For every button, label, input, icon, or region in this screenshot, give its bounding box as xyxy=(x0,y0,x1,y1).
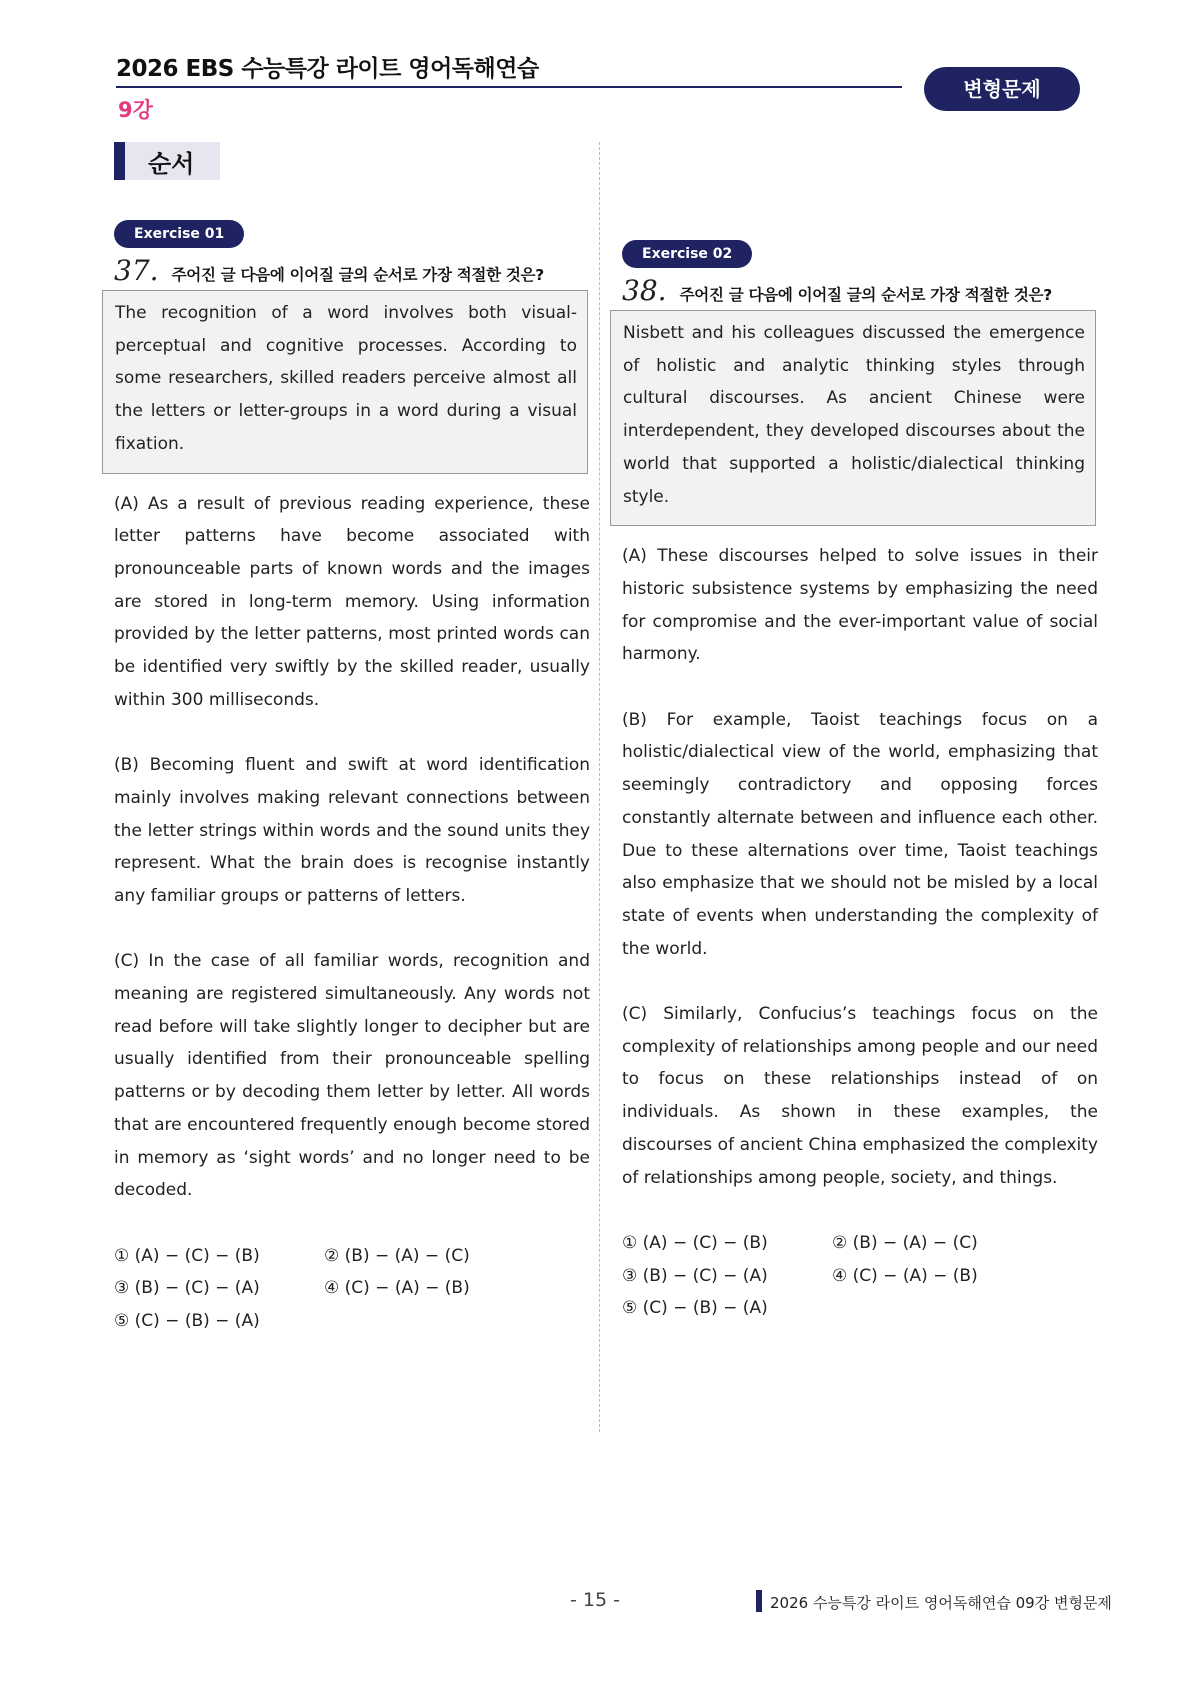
given-passage: Nisbett and his colleagues discussed the emergence of holistic and analytic thinking styles through cultural discourses. As ancient Chinese were interdependent, they developed discourses about the world that supported a holistic/dialectical thinking style. xyxy=(610,310,1096,526)
paragraph-b: (B) Becoming fluent and swift at word identification mainly involves making relevant connections between the letter strings within words and the sound units they represent. What the brain does is recognise instantly any familiar groups or patterns of letters. xyxy=(114,755,590,906)
question-number: 38. xyxy=(622,274,667,307)
choice-3[interactable]: ③ (B) − (C) − (A) xyxy=(622,1265,768,1286)
paragraph-c: (C) Similarly, Confucius’s teachings focus on the complexity of relationships among people and our need to focus on these relationships instead of on individuals. As shown in these examples, the discourses of ancient China emphasized the complexity of relationships among people, society, and things. xyxy=(622,1004,1098,1188)
document-title: 2026 EBS 수능특강 라이트 영어독해연습 xyxy=(116,56,539,82)
exercise-badge: Exercise 01 xyxy=(114,220,244,248)
answer-choices xyxy=(622,1227,1098,1325)
choice-2[interactable]: ② (B) − (A) − (C) xyxy=(324,1245,470,1266)
lesson-label: 9강 xyxy=(118,98,153,122)
given-passage: The recognition of a word involves both visual-perceptual and cognitive processes. According to some researchers, skilled readers perceive almost all the letters or letter-groups in a word during a visual fixation. xyxy=(102,290,588,474)
header-rule xyxy=(116,86,902,88)
choice-2[interactable]: ② (B) − (A) − (C) xyxy=(832,1232,978,1253)
column-divider xyxy=(599,142,600,1432)
exercise-02 xyxy=(622,240,1098,1325)
choice-5[interactable]: ⑤ (C) − (B) − (A) xyxy=(622,1298,768,1319)
question-number: 37. xyxy=(114,254,159,287)
paragraph-b: (B) For example, Taoist teachings focus on a holistic/dialectical view of the world, emphasizing that seemingly contradictory and opposing forces constantly alternate between and influence each other. Due to these alternations over time, Taoist teachings also emphasize that we should not be misled by a local state of events when understanding the complexity of the world. xyxy=(622,709,1098,959)
question-prompt: 주어진 글 다음에 이어질 글의 순서로 가장 적절한 것은? xyxy=(679,286,1052,304)
section-title: 순서 xyxy=(148,150,195,178)
section-heading xyxy=(114,142,220,180)
choice-3[interactable]: ③ (B) − (C) − (A) xyxy=(114,1278,260,1299)
choice-1[interactable]: ① (A) − (C) − (B) xyxy=(622,1232,768,1253)
question-line xyxy=(622,274,1098,310)
type-badge: 변형문제 xyxy=(924,67,1080,111)
question-prompt: 주어진 글 다음에 이어질 글의 순서로 가장 적절한 것은? xyxy=(171,266,544,284)
exercise-badge: Exercise 02 xyxy=(622,240,752,268)
footer-label: 2026 수능특강 라이트 영어독해연습 09강 변형문제 xyxy=(770,1594,1112,1612)
page-number: - 15 - xyxy=(570,1589,620,1611)
answer-choices xyxy=(114,1240,590,1338)
footer-accent-bar xyxy=(756,1590,762,1612)
paragraph-c: (C) In the case of all familiar words, recognition and meaning are registered simultaneously. Any words not read before will take slightly longer to decipher but are usually identified from their pronounceable spelling patterns or by decoding them letter by letter. All words that are encountered frequently enough become stored in memory as ‘sight words’ and no longer need to be decoded. xyxy=(114,951,590,1201)
section-accent-bar xyxy=(114,142,125,180)
exercise-01 xyxy=(114,220,590,1338)
question-line xyxy=(114,254,590,290)
choice-4[interactable]: ④ (C) − (A) − (B) xyxy=(324,1278,470,1299)
paragraph-a: (A) As a result of previous reading experience, these letter patterns have become associated with pronounceable parts of known words and the images are stored in long-term memory. Using information provided by the letter patterns, most printed words can be identified very swiftly by the skilled reader, usually within 300 milliseconds. xyxy=(114,493,590,710)
paragraph-a: (A) These discourses helped to solve issues in their historic subsistence systems by emphasizing the need for compromise and the ever-important value of social harmony. xyxy=(622,546,1098,665)
choice-1[interactable]: ① (A) − (C) − (B) xyxy=(114,1245,260,1266)
choice-5[interactable]: ⑤ (C) − (B) − (A) xyxy=(114,1311,260,1332)
choice-4[interactable]: ④ (C) − (A) − (B) xyxy=(832,1265,978,1286)
